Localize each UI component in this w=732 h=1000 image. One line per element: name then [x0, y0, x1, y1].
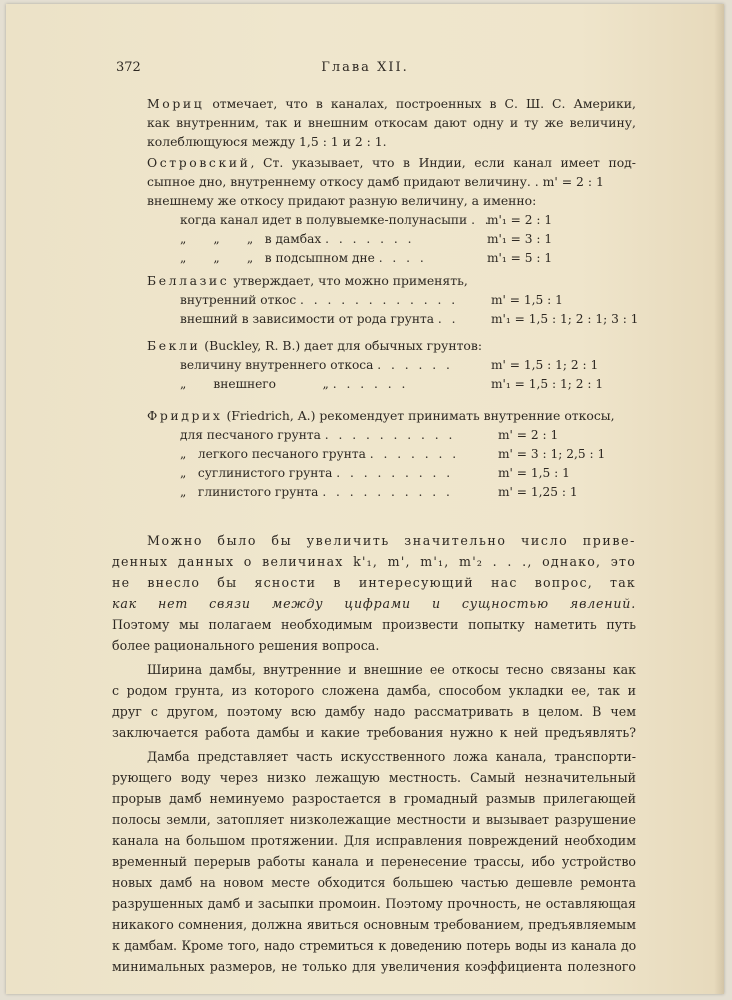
morits-line-1: Мориц отмечает, что в каналах, построенных в С. Ш. С. Америки,: [147, 96, 636, 111]
chapter-title: Глава XII.: [321, 60, 409, 75]
slope-value: m'₁ = 3 : 1: [487, 232, 553, 246]
slope-value: m'₁ = 1,5 : 1; 2 : 1; 3 : 1: [491, 312, 639, 326]
bellasis-intro: Беллазис утверждает, что можно применять,: [147, 273, 468, 288]
bellasis-row-1: внутренний откос . . . . . . . . . . . . m' = 1,5 : 1: [180, 293, 563, 307]
ostrovsky-row-3: „ „ „ в подсыпном дне . . . . m'₁ = 5 : 1: [180, 251, 553, 265]
page-edge-shadow: [714, 4, 724, 994]
paragraph-1-line-5: Поэтому мы полагаем необходимым произвести попытку наметить путь: [112, 617, 636, 632]
paragraph-3-line-10: к дамбам. Кроме того, надо стремиться к доведению потерь воды из канала до: [112, 938, 636, 953]
paragraph-3-line-4: полосы земли, затопляет низколежащие местности и вызывает разрушение: [112, 812, 636, 827]
paragraph-3-line-8: разрушенных дамб и засыпки промоин. Поэтому прочность, не оставляющая: [112, 896, 636, 911]
paragraph-2-line-2: с родом грунта, из которого сложена дамба, способом укладки ее, так и: [112, 683, 636, 698]
author-name: Мориц: [147, 96, 205, 111]
slope-value: m' = 1,5 : 1; 2 : 1: [491, 358, 599, 372]
page-header: [6, 60, 724, 80]
paragraph-3-line-6: временный перерыв работы канала и перенесение трассы, ибо устройство: [112, 854, 636, 869]
paragraph-3-line-5: канала на большом протяжении. Для исправления повреждений необходим: [112, 833, 636, 848]
paragraph-1-line-4: как нет связи между цифрами и сущностью явлений.: [112, 596, 636, 611]
ostrovsky-line-1: Островский, Ст. указывает, что в Индии, если канал имеет под-: [147, 155, 636, 170]
slope-value: m' = 1,25 : 1: [498, 485, 578, 499]
paragraph-3-line-1: Дамба представляет часть искусственного ложа канала, транспорти-: [147, 749, 636, 764]
buckley-row-2: „ внешнего „ . . . . . . m'₁ = 1,5 : 1; 2 : 1: [180, 377, 604, 391]
paragraph-3-line-9: никакого сомнения, должна явиться основным требованием, предъявляемым: [112, 917, 636, 932]
buckley-intro: Бекли (Buckley, R. B.) дает для обычных грунтов:: [147, 338, 483, 353]
paragraph-1-line-1: Можно было бы увеличить значительно число приве-: [147, 533, 636, 548]
book-page: [6, 4, 724, 994]
friedrich-row-4: „ глинистого грунта . . . . . . . . . . m' = 1,25 : 1: [180, 485, 578, 499]
buckley-row-1: величину внутреннего откоса . . . . . . m' = 1,5 : 1; 2 : 1: [180, 358, 599, 372]
slope-value: m' = 1,5 : 1: [498, 466, 570, 480]
author-name: Бекли: [147, 338, 201, 353]
slope-value: m'₁ = 2 : 1: [487, 213, 553, 227]
paragraph-2-line-1: Ширина дамбы, внутренние и внешние ее откосы тесно связаны как: [147, 662, 636, 677]
paragraph-1-line-2: денных данных о величинах k'₁, m', m'₁, m'₂ . . ., однако, это: [112, 554, 636, 569]
paragraph-3-line-3: прорыв дамб неминуемо разростается в громадный размыв прилегающей: [112, 791, 636, 806]
author-name: Беллазис: [147, 273, 230, 288]
paragraph-3-line-11: минимальных размеров, не только для увеличения коэффициента полезного: [112, 959, 636, 974]
friedrich-row-2: „ легкого песчаного грунта . . . . . . . m' = 3 : 1; 2,5 : 1: [180, 447, 606, 461]
paragraph-2-line-3: друг с другом, поэтому всю дамбу надо рассматривать в целом. В чем: [112, 704, 636, 719]
slope-value: m' = 2 : 1: [498, 428, 559, 442]
friedrich-row-1: для песчаного грунта . . . . . . . . . . m' = 2 : 1: [180, 428, 559, 442]
slope-value: m'₁ = 5 : 1: [487, 251, 553, 265]
ostrovsky-row-2: „ „ „ в дамбах . . . . . . . m'₁ = 3 : 1: [180, 232, 553, 246]
author-name: Островский: [147, 155, 251, 170]
ostrovsky-line-2: сыпное дно, внутреннему откосу дамб придают величину. . m' = 2 : 1: [147, 174, 604, 189]
friedrich-intro: Фридрих (Friedrich, A.) рекомендует принимать внутренние откосы,: [147, 408, 615, 423]
slope-value: m'₁ = 1,5 : 1; 2 : 1: [491, 377, 604, 391]
morits-line-2: как внутренним, так и внешним откосам дают одну и ту же величину,: [147, 115, 636, 130]
paragraph-3-line-7: новых дамб на новом месте обходится большею частью дешевле ремонта: [112, 875, 636, 890]
friedrich-row-3: „ суглинистого грунта . . . . . . . . . m' = 1,5 : 1: [180, 466, 570, 480]
paragraph-1-line-3: не внесло бы ясности в интересующий нас вопрос, так: [112, 575, 636, 590]
paragraph-3-line-2: рующего воду через низко лежащую местность. Самый незначительный: [112, 770, 636, 785]
slope-value: m' = 3 : 1; 2,5 : 1: [498, 447, 606, 461]
author-name: Фридрих: [147, 408, 223, 423]
slope-value: m' = 1,5 : 1: [491, 293, 563, 307]
paragraph-1-line-6: более рационального решения вопроса.: [112, 638, 380, 653]
ostrovsky-row-1: когда канал идет в полувыемке-полунасыпи . . m'₁ = 2 : 1: [180, 213, 553, 227]
ostrovsky-line-3: внешнему же откосу придают разную величину, а именно:: [147, 193, 537, 208]
morits-line-3: колеблющуюся между 1,5 : 1 и 2 : 1.: [147, 134, 387, 149]
bellasis-row-2: внешний в зависимости от рода грунта . . m'₁ = 1,5 : 1; 2 : 1; 3 : 1: [180, 312, 639, 326]
page-number: 372: [116, 60, 141, 75]
paragraph-2-line-4: заключается работа дамбы и какие требования нужно к ней предъявлять?: [112, 725, 636, 740]
